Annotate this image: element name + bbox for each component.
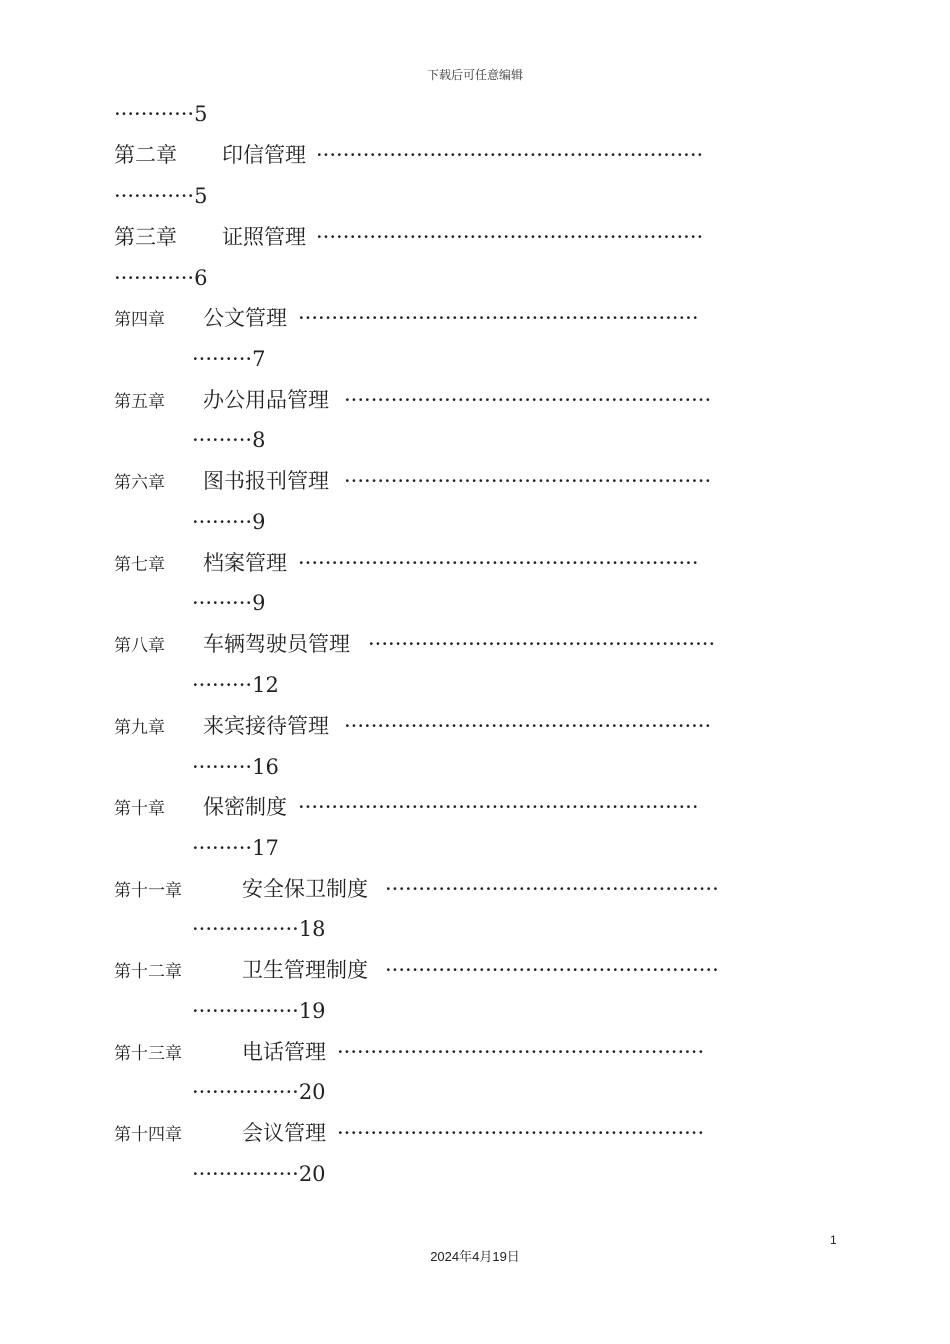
toc-entry-chapter: 第六章 [114, 473, 165, 493]
toc-entry-title: 安全保卫制度 [242, 877, 368, 901]
toc-continuation-page: 5 [194, 102, 208, 126]
toc-entry-chapter: 第三章 [114, 225, 177, 249]
toc-entry-title: 档案管理 [203, 551, 287, 575]
toc-entry-title: 会议管理 [242, 1121, 326, 1145]
toc-entry-page: 20 [298, 1162, 326, 1186]
toc-leader: ················ [192, 917, 299, 941]
toc-continuation [114, 101, 207, 127]
toc-entry-page: 18 [298, 917, 326, 941]
toc-entry-title: 印信管理 [222, 143, 306, 167]
toc-leader: ···················································· [368, 632, 716, 656]
toc-entry-chapter: 第七章 [114, 555, 165, 575]
toc-entry-page: 8 [252, 428, 266, 452]
toc-entry-chapter: 第四章 [114, 310, 165, 330]
toc-entry-title: 办公用品管理 [203, 388, 329, 412]
toc-entry-page: 17 [252, 836, 279, 860]
toc-leader: ········· [192, 428, 253, 452]
toc-entry-chapter: 第八章 [114, 636, 165, 656]
toc-leader: ············ [114, 266, 195, 290]
toc-leader: ···························································· [298, 795, 699, 819]
toc-entry-page: 6 [194, 266, 208, 290]
toc-entry-chapter: 第二章 [114, 143, 177, 167]
toc-leader: ·························································· [316, 143, 704, 167]
toc-entry-title: 公文管理 [203, 306, 287, 330]
toc-leader: ······················································· [337, 1040, 705, 1064]
toc-leader: ········· [192, 673, 253, 697]
toc-entry-page: 20 [298, 1080, 326, 1104]
toc-entry-title: 证照管理 [222, 225, 306, 249]
toc-leader: ······················································· [344, 469, 712, 493]
toc-leader: ················ [192, 999, 299, 1023]
toc-entry-chapter: 第九章 [114, 718, 165, 738]
toc-leader: ········· [192, 347, 253, 371]
toc-leader: ······················································· [337, 1121, 705, 1145]
page-number: 1 [830, 1233, 837, 1247]
toc-leader: ······················································· [344, 388, 712, 412]
toc-entry-chapter: 第十三章 [114, 1044, 182, 1064]
toc-entry-title: 来宾接待管理 [203, 714, 329, 738]
toc-leader: ·················································· [385, 877, 719, 901]
toc-entry-page: 9 [252, 510, 266, 534]
toc-entry-page: 19 [298, 999, 326, 1023]
toc-leader: ················ [192, 1080, 299, 1104]
toc-leader: ···························································· [298, 306, 699, 330]
toc-entry-page: 9 [252, 591, 266, 615]
toc-entry-page: 16 [252, 755, 279, 779]
toc-entry-title: 卫生管理制度 [242, 958, 368, 982]
toc-entry-title: 电话管理 [242, 1040, 326, 1064]
toc-entry-page: 7 [252, 347, 266, 371]
toc-leader: ················ [192, 1162, 299, 1186]
toc-leader: ······················································· [344, 714, 712, 738]
toc-entry-chapter: 第五章 [114, 392, 165, 412]
toc-leader: ········· [192, 836, 253, 860]
toc-entry-title: 图书报刊管理 [203, 469, 329, 493]
toc-entry-chapter: 第十四章 [114, 1125, 182, 1145]
toc-leader: ············ [114, 184, 195, 208]
toc-entry-title: 保密制度 [203, 795, 287, 819]
toc-entry-page: 12 [252, 673, 279, 697]
toc-entry-page: 5 [194, 184, 208, 208]
toc-leader: ···························································· [298, 551, 699, 575]
toc-leader: ········· [192, 591, 253, 615]
toc-entry-title: 车辆驾驶员管理 [203, 632, 350, 656]
toc-leader: ·················································· [385, 958, 719, 982]
page-header: 下载后可任意编辑 [426, 68, 523, 82]
toc-leader: ············ [114, 102, 195, 126]
page-footer-date: 2024年4月19日 [430, 1249, 520, 1264]
toc-leader: ········· [192, 510, 253, 534]
toc-leader: ········· [192, 755, 253, 779]
toc-entry-chapter: 第十一章 [114, 881, 182, 901]
toc-entry-chapter: 第十章 [114, 799, 165, 819]
toc-entry-chapter: 第十二章 [114, 962, 182, 982]
toc-leader: ·························································· [316, 225, 704, 249]
